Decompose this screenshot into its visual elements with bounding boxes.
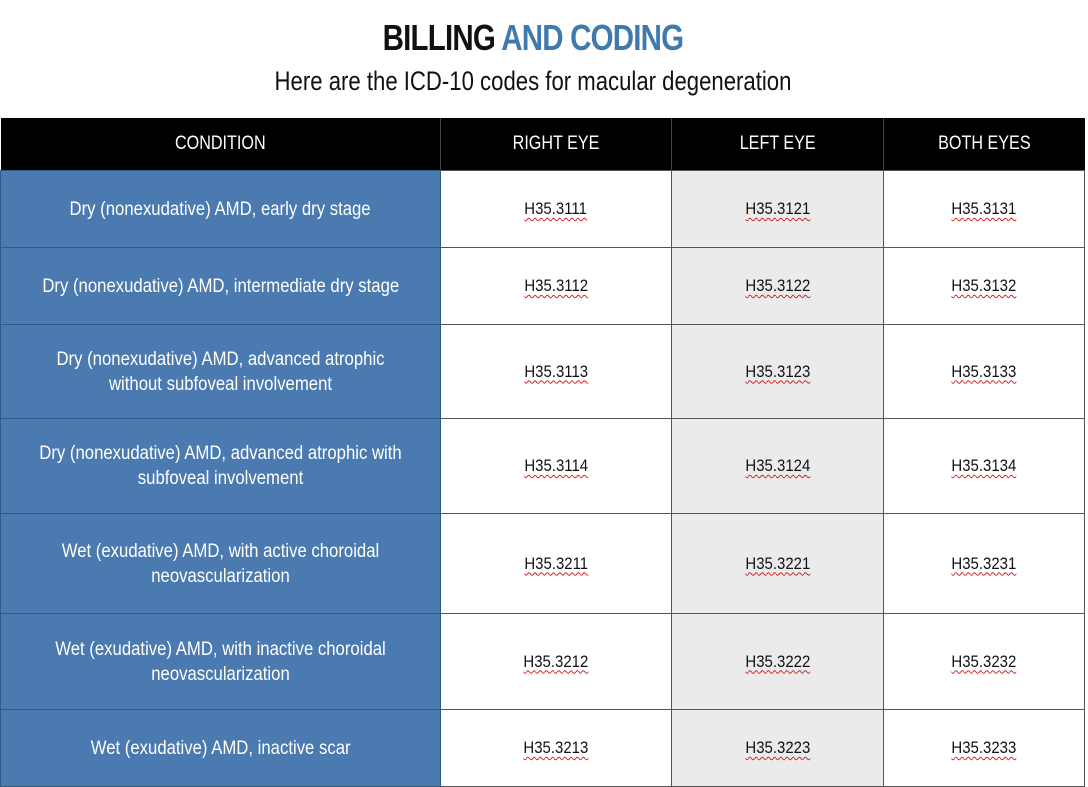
left-eye-code-text: H35.3121 <box>745 199 810 218</box>
right-eye-code-text: H35.3113 <box>524 361 588 381</box>
right-eye-code <box>441 248 672 325</box>
right-eye-code <box>441 514 672 614</box>
both-eyes-code-text: H35.3233 <box>951 738 1017 757</box>
table-row <box>1 325 1085 419</box>
both-eyes-code-text: H35.3133 <box>951 361 1017 381</box>
both-eyes-code <box>884 514 1085 614</box>
table-row <box>1 614 1085 710</box>
condition-cell <box>1 710 441 787</box>
condition-cell-text: Dry (nonexudative) AMD, early dry stage <box>69 198 372 220</box>
table-row <box>1 710 1085 787</box>
both-eyes-code <box>884 614 1085 710</box>
left-eye-code <box>672 710 884 787</box>
both-eyes-code-text: H35.3232 <box>951 651 1017 671</box>
condition-cell-text: Wet (exudative) AMD, with inactive choroidal neovascularization <box>55 638 386 685</box>
page-title <box>96 18 970 58</box>
left-eye-code-text: H35.3223 <box>745 738 810 757</box>
both-eyes-code <box>884 710 1085 787</box>
right-eye-code-text: H35.3213 <box>523 738 589 757</box>
condition-cell <box>1 514 441 614</box>
right-eye-code <box>441 419 672 514</box>
condition-cell-text: Wet (exudative) AMD, with active choroidal neovascularization <box>61 540 380 587</box>
left-eye-code <box>672 171 884 248</box>
left-eye-code-text: H35.3222 <box>745 651 810 671</box>
header-condition: CONDITION <box>1 118 441 171</box>
page-subtitle: Here are the ICD-10 codes for macular degeneration <box>274 66 792 96</box>
both-eyes-code <box>884 419 1085 514</box>
left-eye-code-text: H35.3122 <box>745 276 810 295</box>
condition-cell-text: Dry (nonexudative) AMD, advanced atrophic with subfoveal involvement <box>39 443 402 489</box>
left-eye-code <box>672 248 884 325</box>
table-row <box>1 419 1085 514</box>
condition-cell-text: Wet (exudative) AMD, inactive scar <box>90 737 351 759</box>
both-eyes-code-text: H35.3134 <box>951 456 1017 475</box>
right-eye-code <box>441 325 672 419</box>
right-eye-code-text: H35.3112 <box>524 276 588 295</box>
both-eyes-code-text: H35.3231 <box>951 553 1017 573</box>
left-eye-code <box>672 614 884 710</box>
condition-cell <box>1 248 441 325</box>
left-eye-code-text: H35.3221 <box>745 553 810 573</box>
right-eye-code-text: H35.3211 <box>524 553 588 573</box>
condition-cell-text: Dry (nonexudative) AMD, advanced atrophic without subfoveal involvement <box>56 348 385 395</box>
title-main: BILLING <box>382 17 495 58</box>
table-row <box>1 514 1085 614</box>
right-eye-code <box>441 171 672 248</box>
condition-cell <box>1 614 441 710</box>
header-left-eye: LEFT EYE <box>672 118 884 171</box>
right-eye-code-text: H35.3212 <box>523 651 589 671</box>
left-eye-code-text: H35.3124 <box>745 456 810 475</box>
title-accent: AND CODING <box>501 17 684 58</box>
left-eye-code <box>672 325 884 419</box>
header-both-eyes: BOTH EYES <box>884 118 1085 171</box>
both-eyes-code <box>884 325 1085 419</box>
right-eye-code-text: H35.3111 <box>524 199 588 218</box>
icd10-table <box>0 118 1085 787</box>
right-eye-code <box>441 710 672 787</box>
both-eyes-code-text: H35.3131 <box>951 199 1017 218</box>
left-eye-code <box>672 419 884 514</box>
right-eye-code-text: H35.3114 <box>524 456 588 475</box>
right-eye-code <box>441 614 672 710</box>
condition-cell <box>1 419 441 514</box>
table-header-row <box>1 118 1085 171</box>
condition-cell <box>1 171 441 248</box>
condition-cell-text: Dry (nonexudative) AMD, intermediate dry stage <box>42 275 399 297</box>
condition-cell <box>1 325 441 419</box>
left-eye-code <box>672 514 884 614</box>
both-eyes-code <box>884 171 1085 248</box>
both-eyes-code <box>884 248 1085 325</box>
both-eyes-code-text: H35.3132 <box>951 276 1017 295</box>
header-right-eye: RIGHT EYE <box>441 118 672 171</box>
table-row <box>1 248 1085 325</box>
table-row <box>1 171 1085 248</box>
left-eye-code-text: H35.3123 <box>745 361 810 381</box>
